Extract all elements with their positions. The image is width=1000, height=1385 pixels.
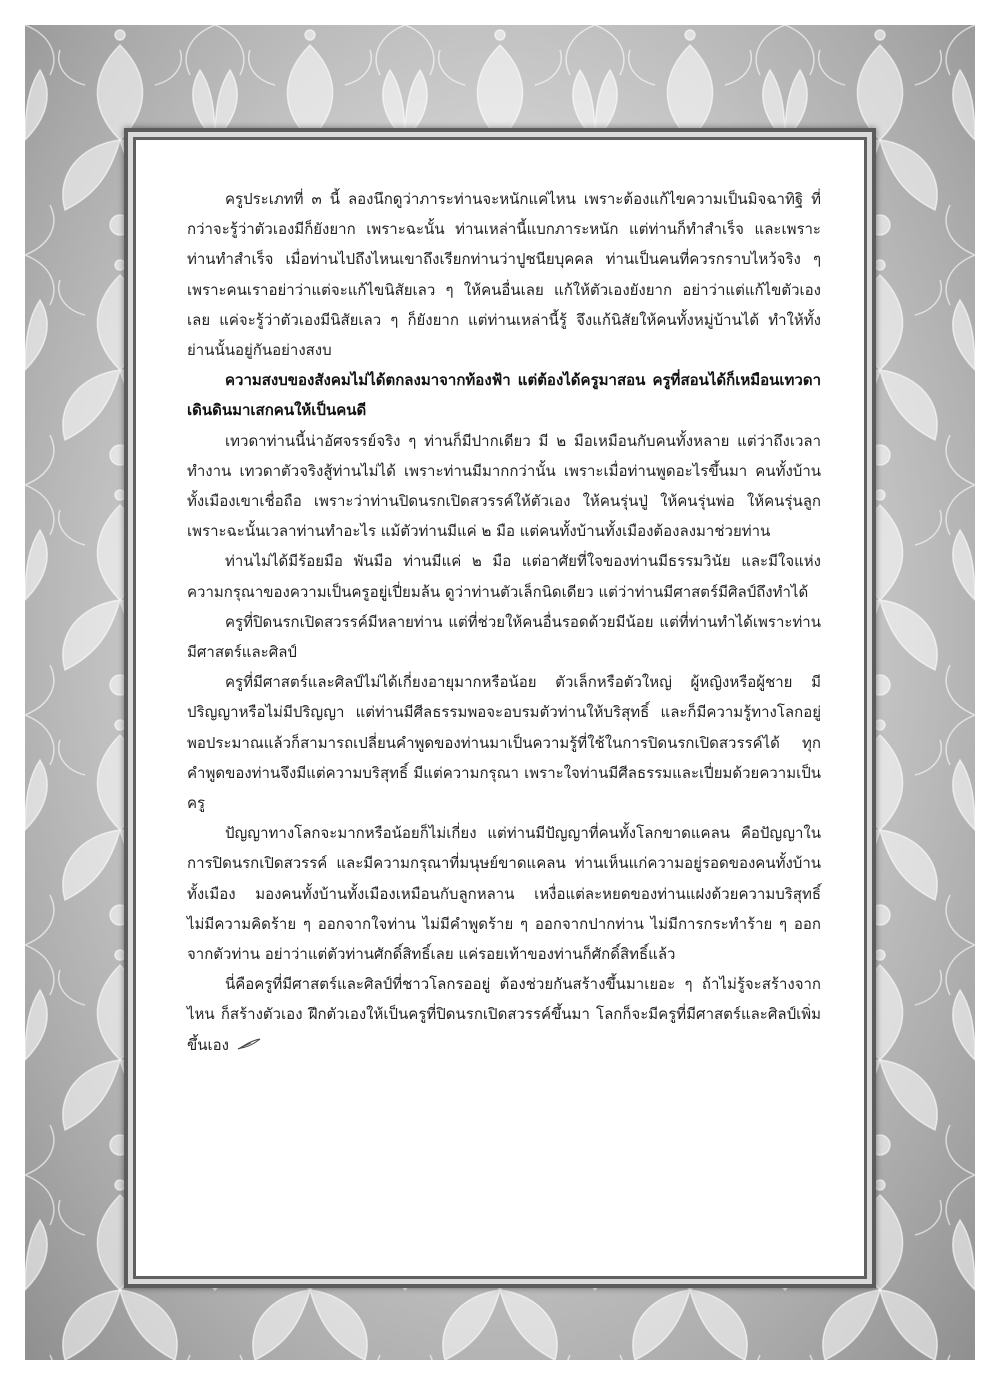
paragraph-6: ครูที่มีศาสตร์และศิลป์ไม่ได้เกี่ยงอายุมากหรือน้อย ตัวเล็กหรือตัวใหญ่ ผู้หญิงหรือผู้ชาย มีปริญญาหรือไม่มีปริญญา แต่ท่านมีศีลธรรมพอจะอบรมตัวท่านให้บริสุทธิ์ และก็มีความรู้ทางโลกอยู่พอประมาณแล้วก็สามารถเปลี่ยนคำพูดของท่านมาเป็นความรู้ที่ใช้ในการปิดนรกเปิดสวรรค์ได้ ทุกคำพูดของท่านจึงมีแต่ความบริสุทธิ์ มีแต่ความกรุณา เพราะใจท่านมีศีลธรรมและเปี่ยมด้วยความเป็นครู bbox=[187, 673, 821, 813]
content-frame bbox=[124, 128, 876, 1288]
paragraph-5: ครูที่ปิดนรกเปิดสวรรค์มีหลายท่าน แต่ที่ช่วยให้คนอื่นรอดด้วยมีน้อย แต่ที่ท่านทำได้เพราะท่านมีศาสตร์และศิลป์ bbox=[187, 612, 821, 662]
frame-light-line bbox=[128, 132, 872, 1284]
content-panel bbox=[136, 140, 864, 1276]
paragraph-8: นี่คือครูที่มีศาสตร์และศิลป์ที่ชาวโลกรออยู่ ต้องช่วยกันสร้างขึ้นมาเยอะ ๆ ถ้าไม่รู้จะสร้างจากไหน ก็สร้างตัวเอง ฝึกตัวเองให้เป็นครูที่ปิดนรกเปิดสวรรค์ขึ้นมา โลกก็จะมีครูที่มีศาสตร์และศิลป์เพิ่มขึ้นเอง bbox=[187, 969, 821, 1060]
paragraph-1: ครูประเภทที่ ๓ นี้ ลองนึกดูว่าภาระท่านจะหนักแค่ไหน เพราะต้องแก้ไขความเป็นมิจฉาทิฐิ ที่กว่าจะรู้ว่าตัวเองมีก็ยังยาก เพราะฉะนั้น ท่านเหล่านี้แบกภาระหนัก แต่ท่านก็ทำสำเร็จ และเพราะท่านทำสำเร็จ เมื่อท่านไปถึงไหนเขาถึงเรียกท่านว่าปูชนียบุคคล ท่านเป็นคนที่ควรกราบไหว้จริง ๆ เพราะคนเราอย่าว่าแต่จะแก้ไขนิสัยเลว ๆ ให้คนอื่นเลย แก้ให้ตัวเองยังยาก อย่าว่าแต่แก้ไขตัวเองเลย แค่จะรู้ว่าตัวเองมีนิสัยเลว ๆ ก็ยังยาก แต่ท่านเหล่านี้รู้ จึงแก้นิสัยให้คนทั้งหมู่บ้านได้ ทำให้ทั้งย่านนั้นอยู่กันอย่างสงบ bbox=[187, 190, 821, 360]
paragraph-4: ท่านไม่ได้มีร้อยมือ พันมือ ท่านมีแค่ ๒ มือ แต่อาศัยที่ใจของท่านมีธรรมวินัย และมีใจแห่งความกรุณาของความเป็นครูอยู่เปี่ยมล้น ดูว่าท่านตัวเล็กนิดเดียว แต่ว่าท่านมีศาสตร์มีศิลป์ถึงทำได้ bbox=[187, 552, 821, 601]
paragraph-2-bold: ความสงบของสังคมไม่ได้ตกลงมาจากท้องฟ้า แต่ต้องได้ครูมาสอน ครูที่สอนได้ก็เหมือนเทวดาเดินดินมาเสกคนให้เป็นคนดี bbox=[187, 371, 821, 420]
article-body bbox=[187, 184, 821, 1060]
paragraph-7: ปัญญาทางโลกจะมากหรือน้อยก็ไม่เกี่ยง แต่ท่านมีปัญญาที่คนทั้งโลกขาดแคลน คือปัญญาในการปิดนรกเปิดสวรรค์ และมีความกรุณาที่มนุษย์ขาดแคลน ท่านเห็นแก่ความอยู่รอดของคนทั้งบ้านทั้งเมือง มองคนทั้งบ้านทั้งเมืองเหมือนกับลูกหลาน เหงื่อแต่ละหยดของท่านแฝงด้วยความบริสุทธิ์ ไม่มีความคิดร้าย ๆ ออกจากใจท่าน ไม่มีคำพูดร้าย ๆ ออกจากปากท่าน ไม่มีการกระทำร้าย ๆ ออกจากตัวท่าน อย่าว่าแต่ตัวท่านศักดิ์สิทธิ์เลย แค่รอยเท้าของท่านก็ศักดิ์สิทธิ์แล้ว bbox=[187, 824, 821, 964]
frame-inner-border bbox=[133, 137, 867, 1279]
feather-quill-icon bbox=[237, 1030, 261, 1060]
paragraph-3: เทวดาท่านนี้น่าอัศจรรย์จริง ๆ ท่านก็มีปากเดียว มี ๒ มือเหมือนกับคนทั้งหลาย แต่ว่าถึงเวลาทำงาน เทวดาตัวจริงสู้ท่านไม่ได้ เพราะท่านมีมากกว่านั้น เพราะเมื่อท่านพูดอะไรขึ้นมา คนทั้งบ้านทั้งเมืองเขาเชื่อถือ เพราะว่าท่านปิดนรกเปิดสวรรค์ให้ตัวเอง ให้คนรุ่นปู่ ให้คนรุ่นพ่อ ให้คนรุ่นลูก เพราะฉะนั้นเวลาท่านทำอะไร แม้ตัวท่านมีแค่ ๒ มือ แต่คนทั้งบ้านทั้งเมืองต้องลงมาช่วยท่าน bbox=[187, 431, 821, 541]
